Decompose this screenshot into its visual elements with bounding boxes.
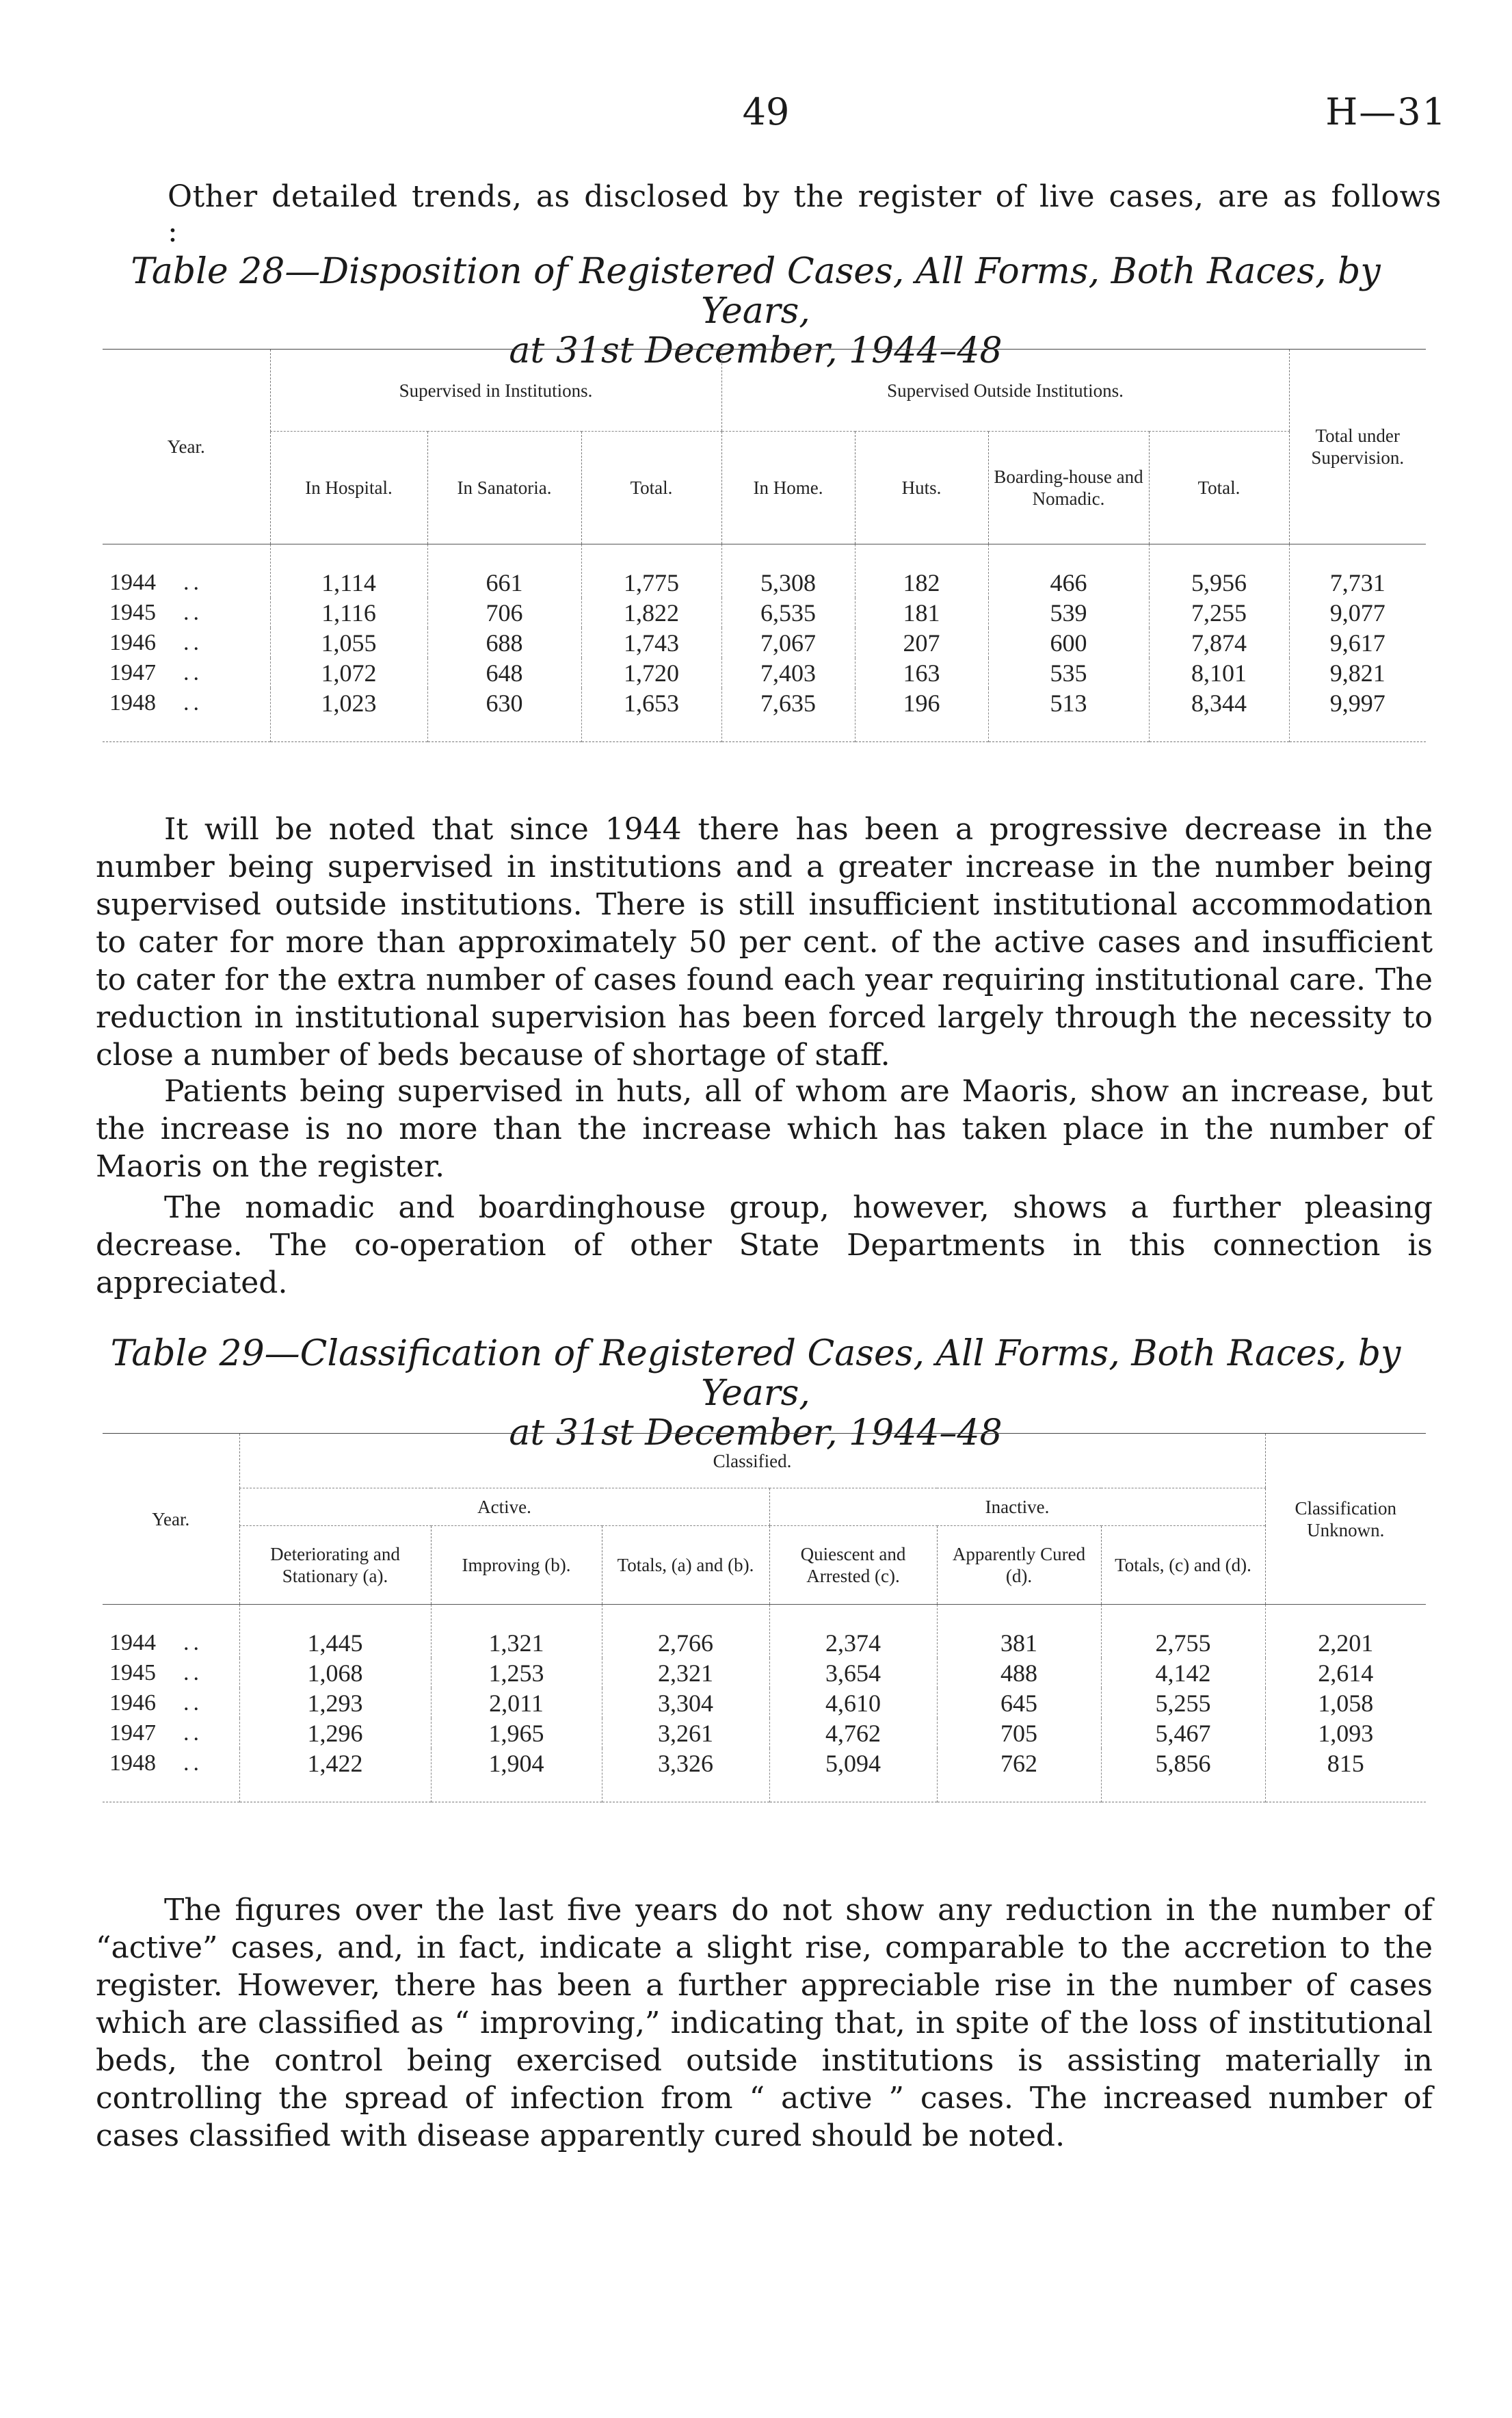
table-cell: 4,610	[769, 1688, 937, 1718]
table-cell-year: 1946 ..	[109, 630, 203, 655]
table-cell: 645	[937, 1688, 1101, 1718]
table-row	[103, 688, 1426, 742]
table-cell: 1,093	[1265, 1718, 1426, 1748]
table-cell: 182	[855, 544, 988, 599]
table-29-header-unknown: Classification Unknown.	[1265, 1434, 1426, 1605]
table-cell: 7,874	[1149, 628, 1289, 658]
table-29-header-year: Year.	[103, 1434, 239, 1605]
table-cell: 8,101	[1149, 658, 1289, 688]
table-cell: 1,904	[431, 1748, 602, 1802]
table-29	[103, 1433, 1426, 1802]
table-cell: 1,072	[270, 658, 427, 688]
table-29-header-totals-ab: Totals, (a) and (b).	[602, 1526, 769, 1605]
table-28-header-total-under: Total under Supervision.	[1289, 350, 1426, 544]
table-29-header-deteriorating: Deteriorating and Stationary (a).	[239, 1526, 431, 1605]
table-29-title-line-1: Table 29—Classification of Registered Cases, All Forms, Both Races, by Years,	[110, 1333, 1401, 1414]
table-cell: 706	[427, 598, 581, 628]
table-28-header-hospital: In Hospital.	[270, 432, 427, 544]
table-cell-year: 1947 ..	[109, 660, 203, 685]
table-cell: 1,720	[581, 658, 721, 688]
table-cell: 5,094	[769, 1748, 937, 1802]
table-29-header-classified: Classified.	[239, 1434, 1265, 1488]
table-cell: 9,997	[1289, 688, 1426, 742]
paragraph-institutional-trend: It will be noted that since 1944 there has been a progressive decrease in the number being supervised in institutions and a greater increase in the number being supervised outside institutions. There is still insufficient institutional accommodation to cater for more than approximately 50 per cent. of the active cases and insufficient to cater for the extra number of cases found each year requiring institutional care. The reduction in institutional supervision has been forced largely through the necessity to close a number of beds because of shortage of staff.	[96, 812, 1433, 1073]
table-cell: 1,321	[431, 1605, 602, 1659]
table-cell: 2,321	[602, 1658, 769, 1688]
table-cell: 600	[988, 628, 1149, 658]
table-28-header-inst-total: Total.	[581, 432, 721, 544]
table-cell: 688	[427, 628, 581, 658]
intro-text: Other detailed trends, as disclosed by the register of live cases, are as follows :	[168, 179, 1442, 249]
table-cell-year: 1945 ..	[109, 600, 203, 625]
table-28-title-line-1: Table 28—Disposition of Registered Cases, All Forms, Both Races, by Years,	[131, 251, 1381, 332]
table-cell-year: 1947 ..	[109, 1720, 203, 1746]
table-cell-year: 1944 ..	[109, 1630, 203, 1655]
table-cell: 7,067	[721, 628, 855, 658]
table-cell: 1,965	[431, 1718, 602, 1748]
table-28-header-huts: Huts.	[855, 432, 988, 544]
table-29-header-cured: Apparently Cured (d).	[937, 1526, 1101, 1605]
table-cell: 1,296	[239, 1718, 431, 1748]
table-29-title-line-2: at 31st December, 1944–48	[509, 1412, 1003, 1454]
table-cell: 207	[855, 628, 988, 658]
paragraph-nomadic: The nomadic and boardinghouse group, however, shows a further pleasing decrease. The co-operation of other State Departments in this connection is appreciated.	[96, 1190, 1433, 1300]
table-row	[103, 628, 1426, 658]
table-cell: 4,142	[1101, 1658, 1265, 1688]
table-cell: 1,445	[239, 1605, 431, 1659]
table-28-title-line-2: at 31st December, 1944–48	[509, 330, 1003, 371]
paragraph-classification-trend: The figures over the last five years do not show any reduction in the number of “active” cases, and, in fact, indicate a slight rise, comparable to the accretion to the register. However, there has been a further appreciable rise in the number of cases which are classified as “ improving,” indicating that, in spite of the loss of institutional beds, the control being exercised outside institutions is assisting materially in controlling the spread of infection from “ active ” cases. The increased number of cases classified with disease apparently cured should be noted.	[96, 1893, 1433, 2153]
table-row	[103, 1688, 1426, 1718]
table-cell: 1,653	[581, 688, 721, 742]
table-cell: 7,731	[1289, 544, 1426, 599]
table-28-header-home: In Home.	[721, 432, 855, 544]
table-cell: 9,077	[1289, 598, 1426, 628]
table-cell: 535	[988, 658, 1149, 688]
table-cell: 9,617	[1289, 628, 1426, 658]
table-cell-year: 1948 ..	[109, 1750, 203, 1776]
table-cell: 3,654	[769, 1658, 937, 1688]
table-cell: 5,308	[721, 544, 855, 599]
table-cell: 1,058	[1265, 1688, 1426, 1718]
table-28-header-outside-total: Total.	[1149, 432, 1289, 544]
table-cell: 1,422	[239, 1748, 431, 1802]
table-cell: 1,775	[581, 544, 721, 599]
table-cell: 8,344	[1149, 688, 1289, 742]
table-cell: 648	[427, 658, 581, 688]
table-cell: 1,116	[270, 598, 427, 628]
table-cell: 196	[855, 688, 988, 742]
table-cell: 815	[1265, 1748, 1426, 1802]
table-28-header-sanatoria: In Sanatoria.	[427, 432, 581, 544]
table-29-header-totals-cd: Totals, (c) and (d).	[1101, 1526, 1265, 1605]
table-cell: 513	[988, 688, 1149, 742]
table-cell: 1,743	[581, 628, 721, 658]
report-code: H—31	[1325, 90, 1447, 133]
table-28-header-institutions: Supervised in Institutions.	[270, 350, 721, 432]
table-cell: 539	[988, 598, 1149, 628]
table-cell: 1,023	[270, 688, 427, 742]
table-cell: 2,201	[1265, 1605, 1426, 1659]
table-cell: 1,822	[581, 598, 721, 628]
table-cell: 1,068	[239, 1658, 431, 1688]
table-cell: 705	[937, 1718, 1101, 1748]
table-cell: 2,766	[602, 1605, 769, 1659]
page-number: 49	[742, 90, 790, 133]
table-cell: 1,293	[239, 1688, 431, 1718]
table-row	[103, 658, 1426, 688]
table-cell: 381	[937, 1605, 1101, 1659]
table-cell: 3,326	[602, 1748, 769, 1802]
table-28-header-year: Year.	[103, 350, 270, 544]
table-cell: 2,755	[1101, 1605, 1265, 1659]
table-28-header-boarding: Boarding-house and Nomadic.	[988, 432, 1149, 544]
table-cell: 7,255	[1149, 598, 1289, 628]
table-cell: 1,055	[270, 628, 427, 658]
table-29-header-active: Active.	[239, 1488, 769, 1526]
table-row	[103, 544, 1426, 599]
table-cell: 5,856	[1101, 1748, 1265, 1802]
table-cell: 1,114	[270, 544, 427, 599]
table-cell: 2,614	[1265, 1658, 1426, 1688]
table-row	[103, 598, 1426, 628]
table-29-header-inactive: Inactive.	[769, 1488, 1265, 1526]
table-cell: 7,403	[721, 658, 855, 688]
table-cell: 6,535	[721, 598, 855, 628]
table-row	[103, 1658, 1426, 1688]
table-cell: 3,261	[602, 1718, 769, 1748]
table-row	[103, 1605, 1426, 1659]
table-29-header-improving: Improving (b).	[431, 1526, 602, 1605]
table-cell-year: 1946 ..	[109, 1690, 203, 1716]
table-cell: 1,253	[431, 1658, 602, 1688]
table-cell: 5,467	[1101, 1718, 1265, 1748]
table-row	[103, 1718, 1426, 1748]
table-cell-year: 1945 ..	[109, 1660, 203, 1685]
table-cell: 630	[427, 688, 581, 742]
table-row	[103, 1748, 1426, 1802]
table-cell: 762	[937, 1748, 1101, 1802]
table-cell: 2,011	[431, 1688, 602, 1718]
table-cell: 9,821	[1289, 658, 1426, 688]
table-28	[103, 349, 1426, 742]
paragraph-huts: Patients being supervised in huts, all of whom are Maoris, show an increase, but the increase is no more than the increase which has taken place in the number of Maoris on the register.	[96, 1074, 1433, 1184]
table-cell: 163	[855, 658, 988, 688]
table-cell: 2,374	[769, 1605, 937, 1659]
table-cell: 5,255	[1101, 1688, 1265, 1718]
table-cell-year: 1944 ..	[109, 570, 203, 595]
table-28-header-outside: Supervised Outside Institutions.	[721, 350, 1289, 432]
table-29-header-quiescent: Quiescent and Arrested (c).	[769, 1526, 937, 1605]
table-cell: 3,304	[602, 1688, 769, 1718]
table-cell-year: 1948 ..	[109, 690, 203, 715]
table-cell: 488	[937, 1658, 1101, 1688]
table-cell: 661	[427, 544, 581, 599]
table-cell: 5,956	[1149, 544, 1289, 599]
table-cell: 181	[855, 598, 988, 628]
table-cell: 466	[988, 544, 1149, 599]
table-cell: 4,762	[769, 1718, 937, 1748]
table-cell: 7,635	[721, 688, 855, 742]
